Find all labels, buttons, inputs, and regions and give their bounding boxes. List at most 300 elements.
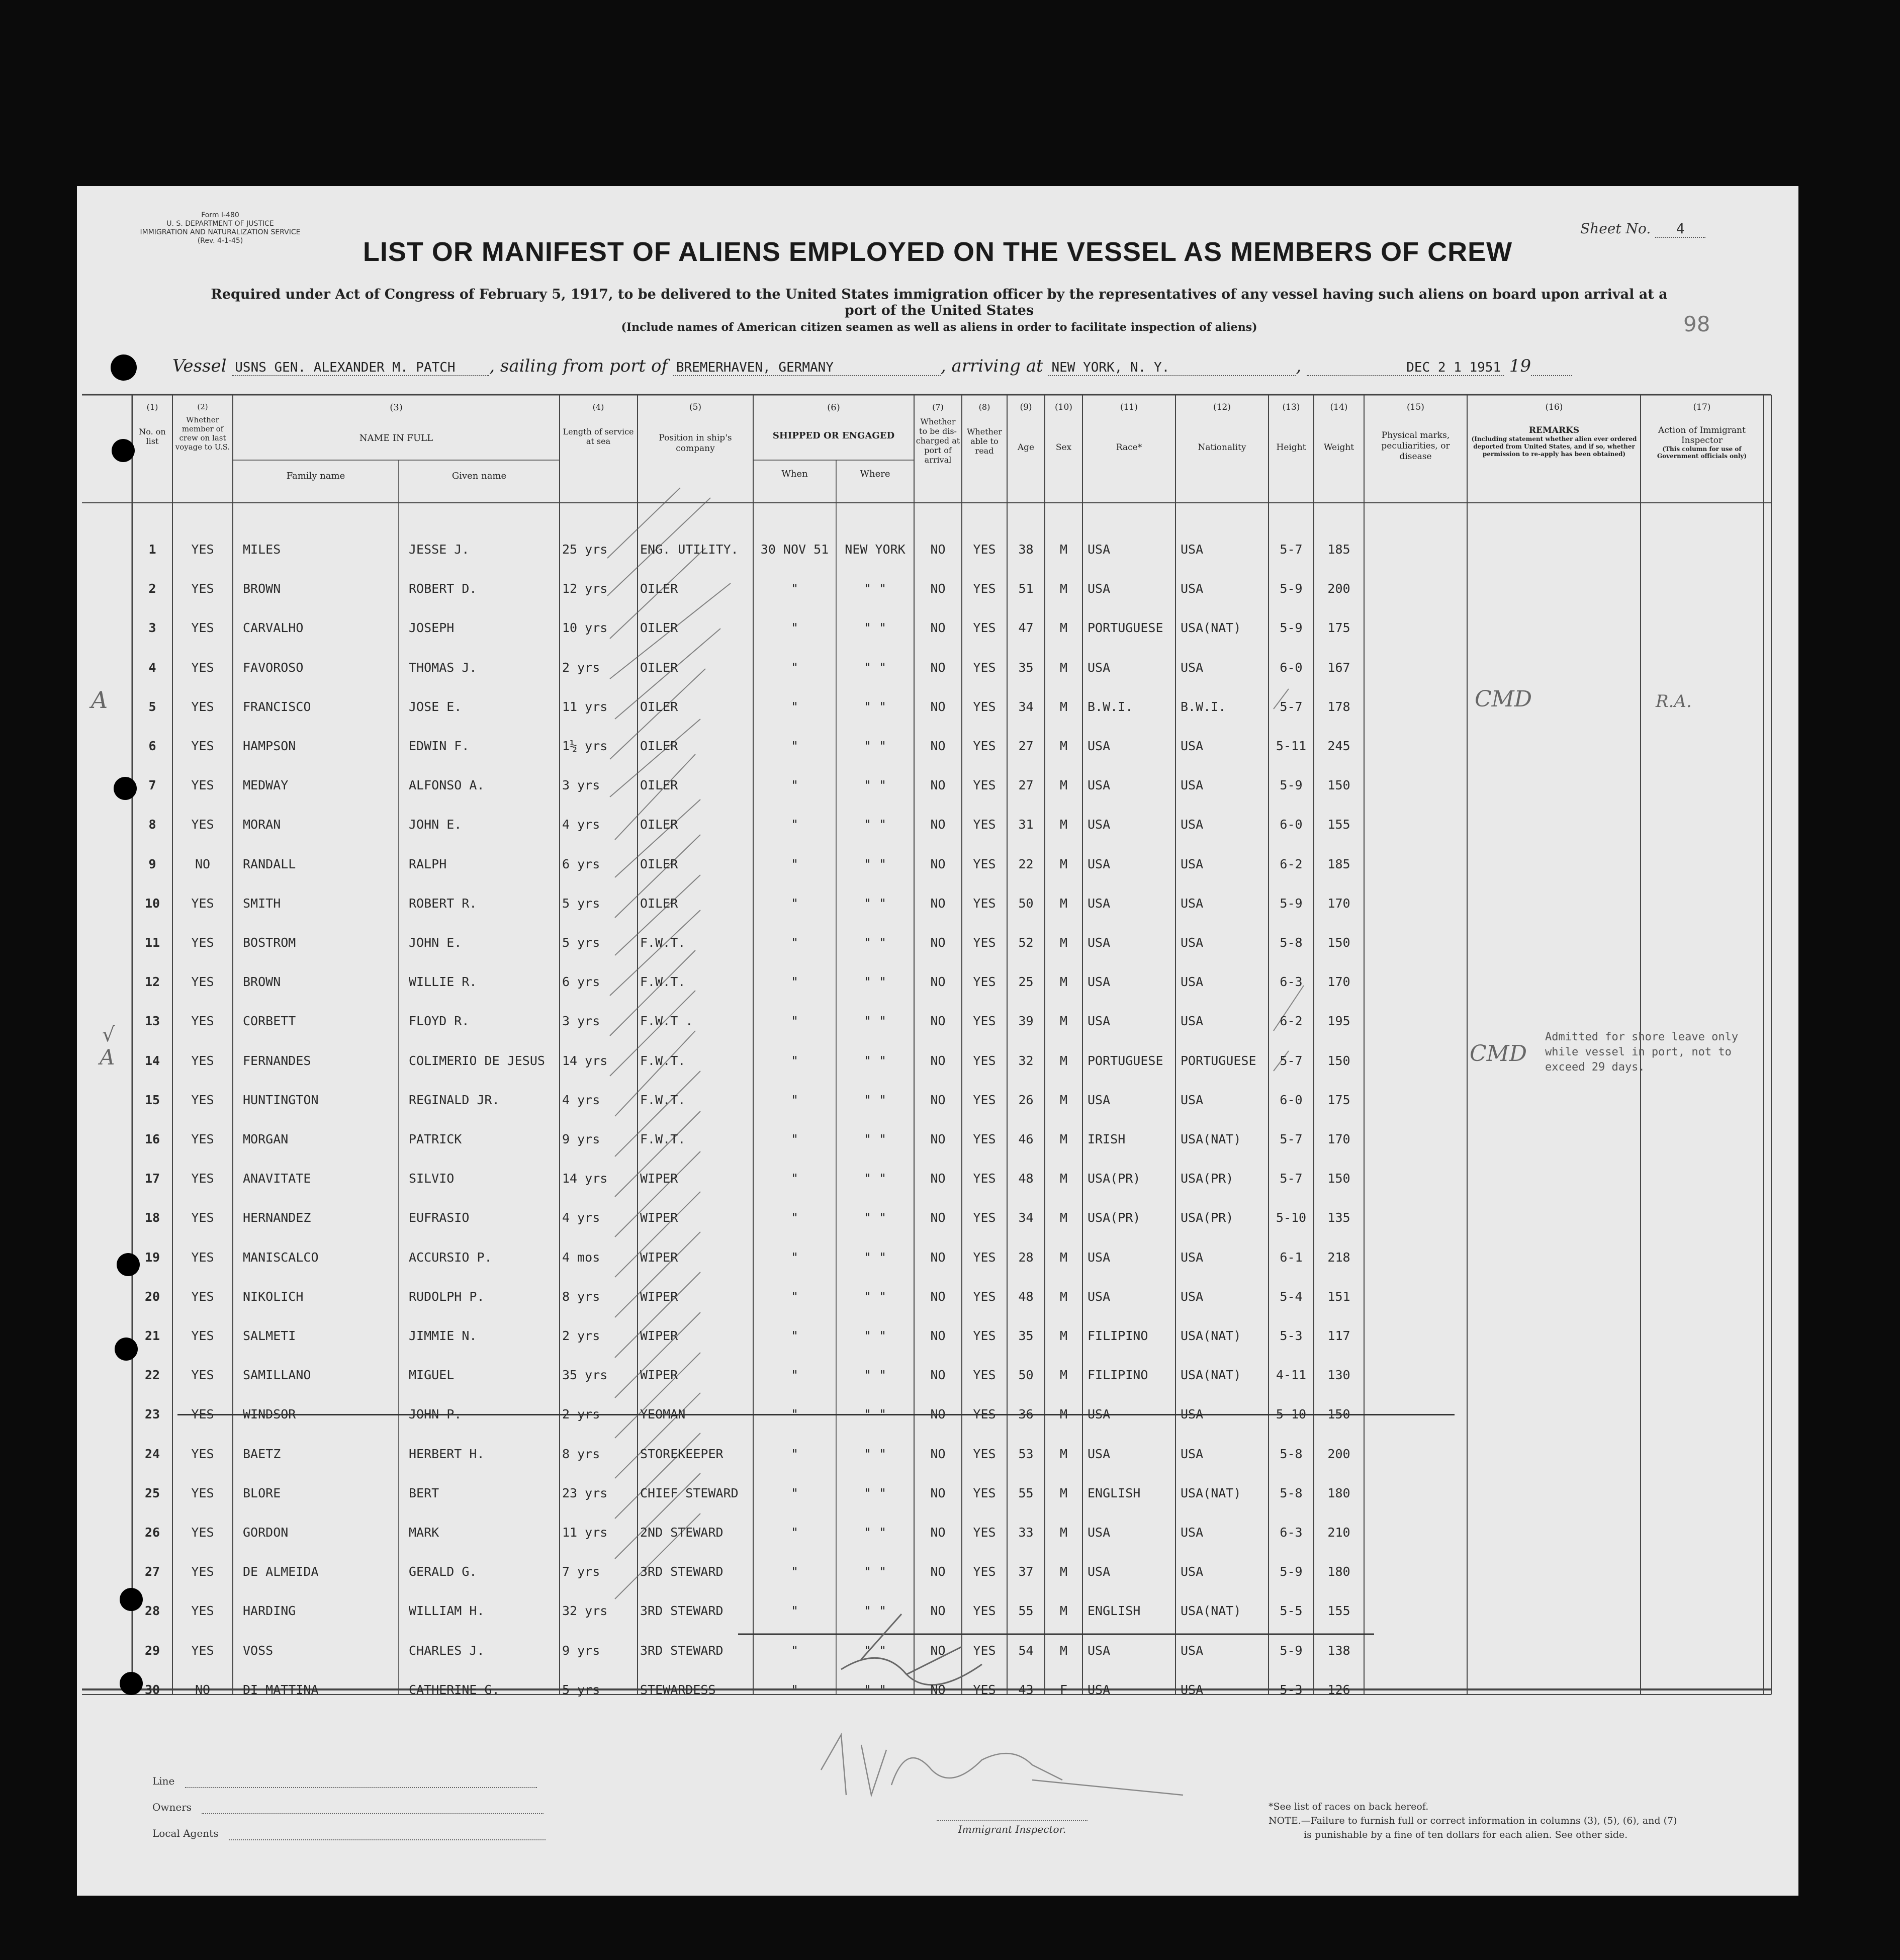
cell-disch: NO <box>930 1210 946 1225</box>
cell-service: 32 yrs <box>562 1603 608 1619</box>
cell-age: 54 <box>1018 1643 1034 1658</box>
cell-age: 26 <box>1018 1092 1034 1107</box>
cell-height: 6-0 <box>1280 1092 1303 1107</box>
cell-position: F.W.T. <box>640 1053 686 1068</box>
cell-no: 9 <box>148 856 156 871</box>
cell-disch: NO <box>930 1328 946 1343</box>
cell-read: YES <box>973 1682 996 1697</box>
cell-position: 3RD STEWARD <box>640 1643 723 1658</box>
table-row <box>77 660 1798 680</box>
cell-prev: YES <box>191 817 214 832</box>
cell-race: USA <box>1088 1250 1111 1265</box>
cell-position: F.W.T. <box>640 1092 686 1107</box>
table-row <box>77 1171 1798 1191</box>
cell-nat: USA <box>1181 1250 1204 1265</box>
cell-position: WIPER <box>640 1328 678 1343</box>
cell-where: " " <box>863 739 887 753</box>
table-row <box>77 974 1798 995</box>
cell-service: 2 yrs <box>562 1407 600 1422</box>
cell-family: WINDSOR <box>243 1407 296 1422</box>
cell-given: HERBERT H. <box>409 1446 485 1461</box>
cell-read: YES <box>973 1250 996 1265</box>
cell-where: " " <box>863 660 887 675</box>
cell-where: " " <box>863 778 887 793</box>
cell-sex: M <box>1059 974 1068 990</box>
cell-position: 3RD STEWARD <box>640 1564 723 1579</box>
cell-given: GERALD G. <box>409 1564 477 1579</box>
footer-owners-blank <box>202 1801 544 1814</box>
punch-hole <box>117 1253 140 1276</box>
cell-position: OILER <box>640 660 678 675</box>
cell-prev: YES <box>191 1643 214 1658</box>
subtitle-requirement: Required under Act of Congress of February 5, 1917, to be delivered to the United States immigration officer by the representatives of any vessel having such aliens on board upon arrival at a <box>211 287 1668 302</box>
cell-no: 1 <box>148 542 156 557</box>
col-3-given-header: Given name <box>451 471 507 481</box>
col-5-label: Position in ship's company <box>659 433 732 454</box>
cell-family: BOSTROM <box>243 935 296 950</box>
cell-read: YES <box>973 1289 996 1304</box>
cell-position: OILER <box>640 581 678 596</box>
cell-where: " " <box>863 1603 887 1619</box>
cell-age: 43 <box>1018 1682 1034 1697</box>
cell-height: 5-7 <box>1280 1053 1303 1068</box>
cell-weight: 170 <box>1327 896 1350 911</box>
cell-prev: YES <box>191 1407 214 1422</box>
cell-age: 34 <box>1018 1210 1034 1225</box>
cell-weight: 185 <box>1327 856 1350 871</box>
cell-height: 5-7 <box>1280 1171 1303 1186</box>
cell-disch: NO <box>930 778 946 793</box>
cell-service: 3 yrs <box>562 1014 600 1029</box>
cell-weight: 167 <box>1327 660 1350 675</box>
cell-family: MORAN <box>243 817 281 832</box>
cell-height: 5-9 <box>1280 581 1303 596</box>
cell-age: 55 <box>1018 1603 1034 1619</box>
cell-sex: M <box>1059 581 1068 596</box>
cell-age: 50 <box>1018 896 1034 911</box>
cell-family: MEDWAY <box>243 778 289 793</box>
cell-position: WIPER <box>640 1368 678 1383</box>
col-9-label: Age <box>1017 442 1035 453</box>
cell-family: HAMPSON <box>243 739 296 753</box>
col-13-label: Height <box>1276 442 1306 453</box>
cell-weight: 117 <box>1327 1328 1350 1343</box>
table-row <box>77 778 1798 798</box>
cell-no: 10 <box>144 896 160 911</box>
col-11-label: Race* <box>1116 442 1142 453</box>
cell-service: 14 yrs <box>562 1171 608 1186</box>
cell-service: 9 yrs <box>562 1132 600 1146</box>
cell-family: HARDING <box>243 1603 296 1619</box>
cell-given: JOHN E. <box>409 935 462 950</box>
col-17-note: (This column for use of Government officials only) <box>1657 446 1747 460</box>
cell-position: F.W.T. <box>640 974 686 990</box>
cell-no: 28 <box>144 1603 160 1619</box>
table-row <box>77 739 1798 759</box>
remark-cmd-row14: CMD <box>1470 1041 1527 1066</box>
cell-given: PATRICK <box>409 1132 462 1146</box>
cell-no: 8 <box>148 817 156 832</box>
cell-height: 5-4 <box>1280 1289 1303 1304</box>
col-5-number: (5) <box>689 402 702 412</box>
cell-position: OILER <box>640 778 678 793</box>
table-row <box>77 699 1798 720</box>
cell-height: 5-9 <box>1280 778 1303 793</box>
cell-age: 39 <box>1018 1014 1034 1029</box>
cell-age: 35 <box>1018 1328 1034 1343</box>
cell-weight: 126 <box>1327 1682 1350 1697</box>
col-6-when-header: When <box>781 469 808 479</box>
cell-family: FRANCISCO <box>243 699 311 714</box>
cell-read: YES <box>973 660 996 675</box>
cell-race: B.W.I. <box>1088 699 1133 714</box>
cell-nat: USA <box>1181 778 1204 793</box>
cell-prev: YES <box>191 1053 214 1068</box>
cell-read: YES <box>973 1368 996 1383</box>
cell-race: USA <box>1088 581 1111 596</box>
cell-disch: NO <box>930 660 946 675</box>
cell-weight: 138 <box>1327 1643 1350 1658</box>
cell-family: DE ALMEIDA <box>243 1564 319 1579</box>
arrival-date: DEC 2 1 1951 <box>1307 360 1504 376</box>
cell-disch: NO <box>930 1446 946 1461</box>
table-row <box>77 1407 1798 1427</box>
cell-where: " " <box>863 1132 887 1146</box>
cell-when: " <box>790 660 799 675</box>
cell-where: " " <box>863 620 887 636</box>
cell-sex: M <box>1059 1092 1068 1107</box>
cell-race: USA(PR) <box>1088 1171 1141 1186</box>
vessel-line: Vessel USNS GEN. ALEXANDER M. PATCH , sailing from port of BREMERHAVEN, GERMANY , arriving at NEW YORK, N. Y. , DEC 2 1 1951 19 <box>172 356 1711 376</box>
cell-service: 35 yrs <box>562 1368 608 1383</box>
cell-weight: 195 <box>1327 1014 1350 1029</box>
sailing-label: , sailing from port of <box>489 356 668 376</box>
cell-given: EDWIN F. <box>409 739 470 753</box>
cell-weight: 150 <box>1327 1407 1350 1422</box>
cell-sex: M <box>1059 1210 1068 1225</box>
col-17-label: Action of Immigrant Inspector <box>1658 425 1746 446</box>
table-row <box>77 1250 1798 1270</box>
cell-age: 50 <box>1018 1368 1034 1383</box>
cell-nat: USA(NAT) <box>1181 1328 1241 1343</box>
cell-disch: NO <box>930 1289 946 1304</box>
form-revision: (Rev. 4-1-45) <box>197 237 243 245</box>
cell-when: " <box>790 739 799 753</box>
cell-position: WIPER <box>640 1289 678 1304</box>
cell-position: OILER <box>640 620 678 636</box>
cell-service: 8 yrs <box>562 1289 600 1304</box>
punch-hole <box>120 1672 143 1695</box>
cell-weight: 180 <box>1327 1564 1350 1579</box>
col-12-label: Nationality <box>1198 442 1246 453</box>
cell-sex: M <box>1059 935 1068 950</box>
cell-when: " <box>790 1564 799 1579</box>
cell-service: 12 yrs <box>562 581 608 596</box>
cell-sex: M <box>1059 856 1068 871</box>
cell-weight: 175 <box>1327 1092 1350 1107</box>
cell-sex: M <box>1059 1564 1068 1579</box>
table-row <box>77 817 1798 837</box>
cell-nat: USA <box>1181 1092 1204 1107</box>
subtitle-port: port of the United States <box>844 303 1034 318</box>
inspector-signature-line: Immigrant Inspector. <box>937 1820 1088 1835</box>
cell-age: 34 <box>1018 699 1034 714</box>
cell-when: " <box>790 1368 799 1383</box>
cell-family: HUNTINGTON <box>243 1092 319 1107</box>
cell-height: 5-9 <box>1280 620 1303 636</box>
cell-service: 2 yrs <box>562 1328 600 1343</box>
cell-race: ENGLISH <box>1088 1603 1141 1619</box>
cell-given: WILLIE R. <box>409 974 477 990</box>
cell-age: 33 <box>1018 1525 1034 1540</box>
cell-service: 11 yrs <box>562 699 608 714</box>
cell-when: 30 NOV 51 <box>760 542 829 557</box>
cell-position: OILER <box>640 856 678 871</box>
cell-given: JOHN P. <box>409 1407 462 1422</box>
cell-position: F.W.T. <box>640 935 686 950</box>
cell-when: " <box>790 1682 799 1697</box>
cell-disch: NO <box>930 1407 946 1422</box>
cell-family: RANDALL <box>243 856 296 871</box>
cell-race: ENGLISH <box>1088 1485 1141 1500</box>
cell-nat: USA <box>1181 817 1204 832</box>
cell-read: YES <box>973 1407 996 1422</box>
cell-given: ACCURSIO P. <box>409 1250 492 1265</box>
cell-position: OILER <box>640 699 678 714</box>
footer-line-blank <box>185 1775 537 1788</box>
cell-race: USA <box>1088 896 1111 911</box>
cell-given: EUFRASIO <box>409 1210 470 1225</box>
cell-age: 47 <box>1018 620 1034 636</box>
cell-height: 5-7 <box>1280 542 1303 557</box>
cell-age: 52 <box>1018 935 1034 950</box>
cell-where: " " <box>863 1053 887 1068</box>
col-10-label: Sex <box>1055 442 1072 453</box>
cell-sex: M <box>1059 739 1068 753</box>
cell-disch: NO <box>930 1485 946 1500</box>
cell-service: 5 yrs <box>562 935 600 950</box>
cell-age: 55 <box>1018 1485 1034 1500</box>
cell-disch: NO <box>930 856 946 871</box>
document-title: LIST OR MANIFEST OF ALIENS EMPLOYED ON THE VESSEL AS MEMBERS OF CREW <box>363 237 1513 267</box>
table-row <box>77 857 1798 877</box>
subtitle-include: (Include names of American citizen seamen as well as aliens in order to facilitate inspection of aliens) <box>621 321 1257 334</box>
cell-nat: USA <box>1181 974 1204 990</box>
cell-no: 23 <box>144 1407 160 1422</box>
cell-position: OILER <box>640 896 678 911</box>
cell-sex: M <box>1059 1132 1068 1146</box>
cell-nat: USA <box>1181 1525 1204 1540</box>
cell-service: 4 yrs <box>562 817 600 832</box>
cell-height: 4-11 <box>1276 1368 1307 1383</box>
cell-height: 5-9 <box>1280 1564 1303 1579</box>
strike-through-line <box>177 1414 1455 1415</box>
cell-no: 22 <box>144 1368 160 1383</box>
cell-disch: NO <box>930 1368 946 1383</box>
cell-no: 29 <box>144 1643 160 1658</box>
cell-family: FAVOROSO <box>243 660 304 675</box>
cell-position: ENG. UTILITY. <box>640 542 739 557</box>
footer-note-fine-2: is punishable by a fine of ten dollars for each alien. See other side. <box>1304 1829 1628 1840</box>
cell-nat: USA <box>1181 856 1204 871</box>
cell-height: 6-0 <box>1280 660 1303 675</box>
cell-weight: 180 <box>1327 1485 1350 1500</box>
cell-sex: M <box>1059 1014 1068 1029</box>
cell-nat: USA(NAT) <box>1181 1368 1241 1383</box>
cell-when: " <box>790 1132 799 1146</box>
cell-where: " " <box>863 1485 887 1500</box>
cell-race: USA <box>1088 935 1111 950</box>
cell-height: 5-7 <box>1280 699 1303 714</box>
cell-nat: USA <box>1181 1643 1204 1658</box>
cell-race: USA <box>1088 1643 1111 1658</box>
cell-given: MIGUEL <box>409 1368 455 1383</box>
cell-when: " <box>790 817 799 832</box>
cell-where: " " <box>863 1014 887 1029</box>
cell-read: YES <box>973 974 996 990</box>
cell-age: 27 <box>1018 739 1034 753</box>
cell-given: RALPH <box>409 856 447 871</box>
cell-disch: NO <box>930 974 946 990</box>
cell-height: 5-8 <box>1280 1446 1303 1461</box>
cell-position: 3RD STEWARD <box>640 1603 723 1619</box>
cell-disch: NO <box>930 620 946 636</box>
cell-when: " <box>790 1210 799 1225</box>
cell-where: NEW YORK <box>845 542 906 557</box>
cell-when: " <box>790 699 799 714</box>
cell-where: " " <box>863 1328 887 1343</box>
cell-prev: YES <box>191 1250 214 1265</box>
cell-no: 3 <box>148 620 156 636</box>
table-row <box>77 1132 1798 1152</box>
col-3-family-header: Family name <box>286 471 345 481</box>
annotation-check-row9: √ <box>102 1023 115 1046</box>
cell-sex: M <box>1059 699 1068 714</box>
cell-weight: 155 <box>1327 1603 1350 1619</box>
cell-prev: YES <box>191 1289 214 1304</box>
cell-given: ROBERT D. <box>409 581 477 596</box>
cell-position: STOREKEEPER <box>640 1446 723 1461</box>
cell-weight: 218 <box>1327 1250 1350 1265</box>
col-3-number: (3) <box>390 402 403 413</box>
cell-when: " <box>790 1289 799 1304</box>
col-7-number: (7) <box>932 402 944 412</box>
cell-sex: M <box>1059 778 1068 793</box>
table-row <box>77 581 1798 601</box>
cell-position: F.W.T . <box>640 1014 693 1029</box>
cell-given: JOHN E. <box>409 817 462 832</box>
cell-position: F.W.T. <box>640 1132 686 1146</box>
cell-service: 10 yrs <box>562 620 608 636</box>
cell-prev: YES <box>191 896 214 911</box>
cell-where: " " <box>863 1289 887 1304</box>
cell-family: BROWN <box>243 581 281 596</box>
cell-given: JESSE J. <box>409 542 470 557</box>
cell-prev: YES <box>191 1328 214 1343</box>
cell-weight: 151 <box>1327 1289 1350 1304</box>
cell-prev: YES <box>191 1132 214 1146</box>
footer-note-fine: NOTE.—Failure to furnish full or correct information in columns (3), (5), (6), and (7) <box>1269 1815 1677 1826</box>
cell-age: 48 <box>1018 1289 1034 1304</box>
punch-hole <box>120 1588 143 1611</box>
cell-race: USA <box>1088 542 1111 557</box>
cell-where: " " <box>863 817 887 832</box>
cell-no: 15 <box>144 1092 160 1107</box>
cell-height: 6-3 <box>1280 974 1303 990</box>
cell-nat: USA <box>1181 1682 1204 1697</box>
cell-where: " " <box>863 856 887 871</box>
cell-weight: 200 <box>1327 581 1350 596</box>
table-row <box>77 1093 1798 1113</box>
table-row <box>77 1328 1798 1349</box>
col-11-number: (11) <box>1120 402 1138 412</box>
cell-when: " <box>790 935 799 950</box>
arrival-port: NEW YORK, N. Y. <box>1048 360 1296 376</box>
table-row <box>77 1486 1798 1506</box>
cell-sex: M <box>1059 542 1068 557</box>
cell-no: 26 <box>144 1525 160 1540</box>
col-16-note: (Including statement whether alien ever ordered deported from United States, and if so, whether permission to re-apply has been obtained) <box>1471 435 1637 458</box>
cell-sex: M <box>1059 896 1068 911</box>
cell-family: BAETZ <box>243 1446 281 1461</box>
cell-race: USA <box>1088 1525 1111 1540</box>
cell-where: " " <box>863 1368 887 1383</box>
col-3-label: NAME IN FULL <box>359 433 433 443</box>
cell-position: 2ND STEWARD <box>640 1525 723 1540</box>
cell-weight: 175 <box>1327 620 1350 636</box>
form-department: U. S. DEPARTMENT OF JUSTICE <box>166 220 274 228</box>
cell-service: 23 yrs <box>562 1485 608 1500</box>
cell-prev: YES <box>191 620 214 636</box>
cell-race: USA <box>1088 1407 1111 1422</box>
punch-hole <box>112 439 135 462</box>
cell-height: 6-2 <box>1280 856 1303 871</box>
cell-weight: 150 <box>1327 1171 1350 1186</box>
cell-disch: NO <box>930 896 946 911</box>
cell-disch: NO <box>930 1682 946 1697</box>
cell-age: 27 <box>1018 778 1034 793</box>
cell-race: PORTUGUESE <box>1088 1053 1163 1068</box>
crew-table-body <box>77 186 1798 1896</box>
cell-no: 21 <box>144 1328 160 1343</box>
table-row <box>77 1210 1798 1230</box>
cell-where: " " <box>863 1525 887 1540</box>
cell-position: WIPER <box>640 1171 678 1186</box>
cell-given: MARK <box>409 1525 439 1540</box>
cell-read: YES <box>973 1210 996 1225</box>
cell-no: 25 <box>144 1485 160 1500</box>
cell-when: " <box>790 896 799 911</box>
cell-disch: NO <box>930 1250 946 1265</box>
form-service: IMMIGRATION AND NATURALIZATION SERVICE <box>140 228 301 236</box>
table-row <box>77 1643 1798 1663</box>
cell-height: 6-3 <box>1280 1525 1303 1540</box>
cell-height: 5-8 <box>1280 935 1303 950</box>
cell-prev: YES <box>191 1092 214 1107</box>
cell-nat: USA(NAT) <box>1181 1485 1241 1500</box>
cell-service: 3 yrs <box>562 778 600 793</box>
cell-weight: 185 <box>1327 542 1350 557</box>
cell-race: USA <box>1088 660 1111 675</box>
vessel-name: USNS GEN. ALEXANDER M. PATCH <box>232 360 489 376</box>
cell-prev: YES <box>191 660 214 675</box>
remark-line-3: exceed 29 days. <box>1545 1061 1645 1074</box>
cell-read: YES <box>973 739 996 753</box>
cell-family: MORGAN <box>243 1132 289 1146</box>
cell-prev: YES <box>191 1485 214 1500</box>
cell-age: 22 <box>1018 856 1034 871</box>
cell-given: ALFONSO A. <box>409 778 485 793</box>
